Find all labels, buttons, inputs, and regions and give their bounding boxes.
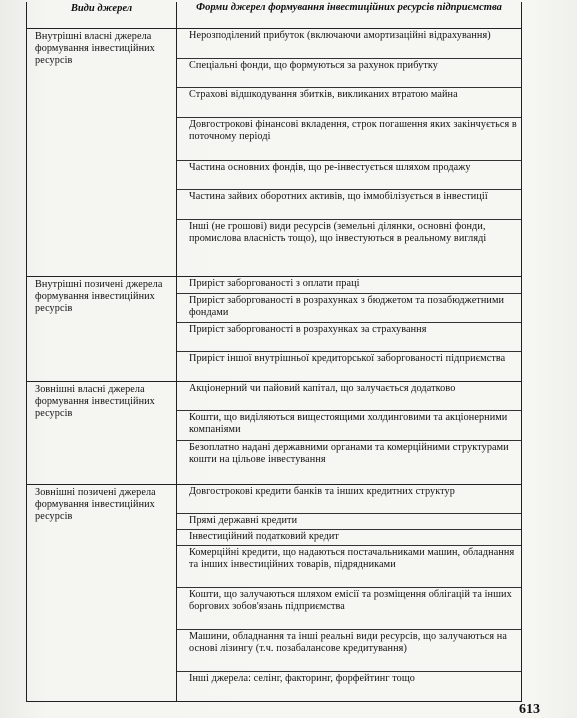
- table-cell: Довгострокові фінансові вкладення, строк погашення яких закінчується в поточному періоді: [177, 118, 521, 161]
- table-cell: Приріст заборгованості в розрахунках з бюджетом та позабюджетними фондами: [177, 294, 521, 323]
- group-label: Внутрішні позичені джерела формування інвестиційних ресурсів: [27, 277, 177, 381]
- table-cell: Довгострокові кредити банків та інших кредитних структур: [177, 485, 521, 514]
- header-source-types: Види джерел: [27, 2, 177, 28]
- table-cell: Прямі державні кредити: [177, 514, 521, 530]
- table-cell: Інші (не грошові) види ресурсів (земельні ділянки, основні фонди, промислова власність тощо), що інвестуються в реальному вигляді: [189, 221, 487, 245]
- group-items: [177, 382, 521, 484]
- table-cell: Безоплатно надані державними органами та комерційними структурами кошти на цільове інвестування: [189, 442, 509, 466]
- table-cell: Інші джерела: селінг, факторинг, форфейтинг тощо: [189, 673, 415, 684]
- group-external-own: [27, 382, 521, 485]
- group-label: Зовнішні власні джерела формування інвестиційних ресурсів: [27, 382, 177, 484]
- table-cell: Приріст заборгованості в розрахунках за страхування: [177, 323, 521, 352]
- table-cell: Приріст заборгованості з оплати праці: [177, 277, 521, 294]
- table-cell: Спеціальні фонди, що формуються за рахунок прибутку: [177, 59, 521, 88]
- group-items: [177, 485, 521, 701]
- header-source-forms: Форми джерел формування інвестиційних ресурсів підприємства: [196, 2, 502, 13]
- table-header: [27, 2, 521, 29]
- group-internal-own: [27, 29, 521, 277]
- group-internal-borrowed: [27, 277, 521, 382]
- group-label: Зовнішні позичені джерела формування інвестиційних ресурсів: [27, 485, 177, 701]
- group-items: [177, 29, 521, 276]
- table-cell: Машини, обладнання та інші реальні види ресурсів, що залучаються на основі лізингу (т.ч. позабалансове кредитування): [177, 630, 521, 672]
- group-external-borrowed: [27, 485, 521, 701]
- table-cell: Акціонерний чи пайовий капітал, що залучається додатково: [177, 382, 521, 411]
- table-cell: Інвестиційний податковий кредит: [177, 530, 521, 546]
- table-cell: Кошти, що залучаються шляхом емісії та розміщення облігацій та інших боргових зобов'язань підприємства: [177, 588, 521, 630]
- table-cell: Кошти, що виділяються вищестоящими холдинговими та акціонерними компаніями: [177, 411, 521, 441]
- table-cell: Нерозподілений прибуток (включаючи амортизаційні відрахування): [177, 29, 521, 59]
- page-number: 613: [519, 702, 540, 717]
- table-cell: Приріст іншої внутрішньої кредиторської заборгованості підприємства: [189, 353, 506, 364]
- table-cell: Комерційні кредити, що надаються постачальниками машин, обладнання та інших інвестиційних товарів, підрядниками: [177, 546, 521, 588]
- table-cell: Частина основних фондів, що ре-інвестується шляхом продажу: [177, 161, 521, 190]
- sources-table: [26, 2, 522, 702]
- group-label: Внутрішні власні джерела формування інвестиційних ресурсів: [27, 29, 177, 276]
- table-cell: Страхові відшкодування збитків, викликаних втратою майна: [177, 88, 521, 118]
- group-items: [177, 277, 521, 381]
- table-cell: Частина зайвих оборотних активів, що іммобілізується в інвестиції: [177, 190, 521, 220]
